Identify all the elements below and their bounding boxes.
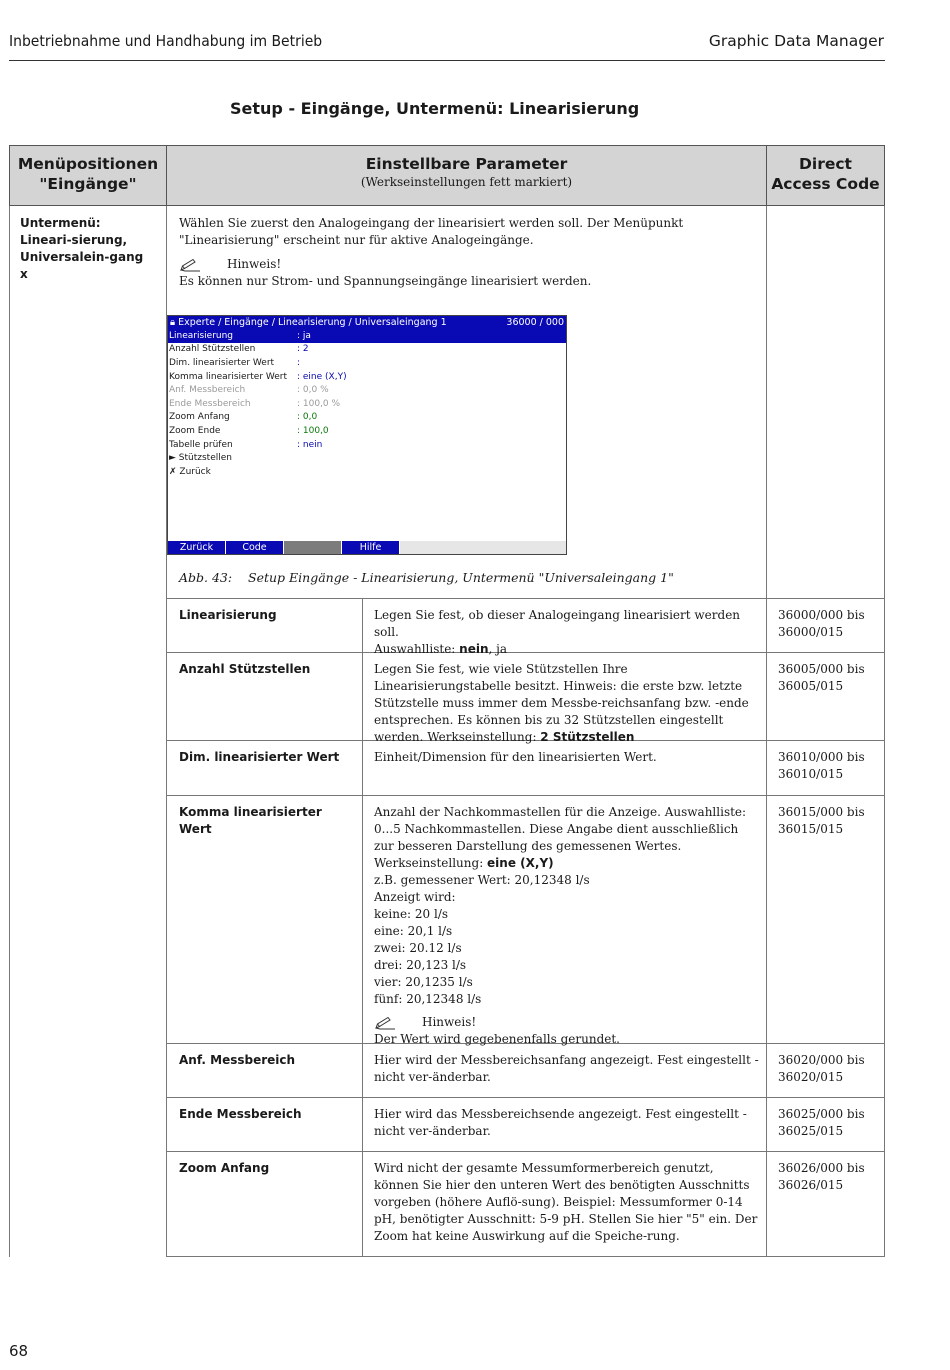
header-rule	[9, 60, 885, 61]
screenshot-title-text: Experte / Eingänge / Linearisierung / Universaleingang 1	[178, 317, 447, 328]
example-line: z.B. gemessener Wert: 20,12348 l/s	[374, 873, 590, 887]
col-header-params	[166, 145, 767, 206]
screenshot-row-key: Anzahl Stützstellen	[169, 344, 256, 355]
col-header-code-text: Direct Access Code	[771, 155, 880, 193]
screenshot-row-key: ► Stützstellen	[169, 453, 232, 464]
code-from: 36010/000 bis	[778, 750, 865, 764]
softkey-empty[interactable]	[284, 541, 342, 554]
param-desc: Hier wird der Messbereichsanfang angezeigt. Fest eingestellt - nicht ver-änderbar.	[374, 1053, 759, 1084]
screenshot-row	[168, 383, 566, 397]
screenshot-row-back[interactable]	[168, 465, 566, 479]
col-header-params-text: Einstellbare Parameter	[365, 155, 568, 173]
param-name: Anf. Messbereich	[179, 1053, 296, 1067]
example-line: fünf: 20,12348 l/s	[374, 992, 482, 1006]
komma-note	[374, 1014, 759, 1031]
grid-line	[166, 1256, 885, 1257]
param-desc-line: Legen Sie fest, ob dieser Analogeingang linearisiert werden soll.	[374, 608, 741, 639]
param-name: Anzahl Stützstellen	[179, 662, 311, 676]
code-to: 36005/015	[778, 679, 844, 693]
page-number: 68	[9, 1342, 29, 1360]
screenshot-row[interactable]	[168, 370, 566, 384]
code-to: 36020/015	[778, 1070, 844, 1084]
screenshot-row-value: :	[297, 357, 301, 368]
screenshot-row-value: : ja	[297, 330, 311, 341]
screenshot-row-value: : 0,0 %	[297, 385, 329, 396]
param-name: Ende Messbereich	[179, 1107, 302, 1121]
screenshot-row-key: Komma linearisierter Wert	[169, 371, 288, 382]
softkey-help[interactable]: Hilfe	[342, 541, 400, 554]
device-screenshot	[167, 315, 567, 555]
example-line: vier: 20,1235 l/s	[374, 975, 473, 989]
param-code	[778, 1160, 878, 1194]
param-desc-para	[374, 804, 759, 872]
param-default: 2 Stützstellen	[540, 730, 635, 744]
figure-caption-text: Setup Eingänge - Linearisierung, Untermenü "Universaleingang 1"	[248, 570, 674, 585]
running-header-left: Inbetriebnahme und Handhabung im Betrieb	[9, 32, 323, 50]
code-from: 36005/000 bis	[778, 662, 865, 676]
grid-line	[884, 206, 885, 1257]
note-label: Hinweis!	[422, 1015, 477, 1029]
code-from: 36026/000 bis	[778, 1161, 865, 1175]
param-desc: Einheit/Dimension für den linearisierten Wert.	[374, 750, 657, 764]
screenshot-titlebar	[168, 316, 566, 329]
pencil-note-icon	[374, 1016, 396, 1030]
example-line: Anzeigt wird:	[374, 890, 456, 904]
screenshot-row-key: ✗ Zurück	[169, 466, 211, 477]
param-name: Komma linearisierter Wert	[179, 805, 322, 836]
running-header-right: Graphic Data Manager	[708, 32, 884, 50]
code-to: 36025/015	[778, 1124, 844, 1138]
screenshot-row-key: Anf. Messbereich	[169, 385, 246, 396]
screenshot-row-submenu[interactable]	[168, 451, 566, 465]
screenshot-row-value: : 100,0 %	[297, 398, 341, 409]
screenshot-row-key: Dim. linearisierter Wert	[169, 357, 275, 368]
section-title: Setup - Eingänge, Untermenü: Linearisierung	[230, 99, 640, 118]
col-header-menu-text: Menüpositionen "Eingänge"	[17, 155, 159, 193]
screenshot-row[interactable]	[168, 329, 566, 343]
figure-number: Abb. 43:	[179, 570, 233, 585]
screenshot-code: 36000 / 000	[506, 317, 564, 328]
screenshot-row[interactable]	[168, 424, 566, 438]
submenu-intro: Wählen Sie zuerst den Analogeingang der linearisiert werden soll. Der Menüpunkt "Linearisierung" erscheint nur für aktive Analogeingänge.	[179, 216, 684, 247]
param-desc-text: Legen Sie fest, wie viele Stützstellen Ihre Linearisierungstabelle besitzt. Hinweis: die erste bzw. letzte Stützstelle muss immer dem Messbe-reichsanfang bzw. -ende entsprechen. Es können bis zu 32 Stützstellen eingestellt werden. Werkseinstellung:	[374, 662, 749, 744]
code-to: 36000/015	[778, 625, 844, 639]
softkey-back[interactable]: Zurück	[168, 541, 226, 554]
param-default: eine (X,Y)	[487, 856, 554, 870]
param-desc-line	[374, 641, 759, 658]
figure-caption	[179, 570, 674, 585]
param-code	[778, 661, 878, 695]
screenshot-row-key: Tabelle prüfen	[169, 439, 233, 450]
param-desc	[374, 804, 759, 1048]
screenshot-row-value: : 100,0	[297, 425, 329, 436]
screenshot-row-value: : eine (X,Y)	[297, 371, 347, 382]
screenshot-row[interactable]	[168, 411, 566, 425]
pencil-note-icon	[179, 258, 201, 272]
param-default: nein	[459, 642, 489, 656]
note-label: Hinweis!	[227, 257, 282, 271]
param-name: Dim. linearisierter Wert	[179, 750, 340, 764]
param-desc-text: Anzahl der Nachkommastellen für die Anzeige. Auswahlliste: 0...5 Nachkommastellen. Diese Angabe dient ausschließlich zur besseren Darstellung des gemessenen Wertes. Werkseinstellung:	[374, 805, 747, 870]
screenshot-row[interactable]	[168, 343, 566, 357]
example-line: drei: 20,123 l/s	[374, 958, 467, 972]
col-header-menu	[9, 145, 167, 206]
col-header-code	[766, 145, 885, 206]
example-line: zwei: 20.12 l/s	[374, 941, 462, 955]
param-code	[778, 607, 878, 641]
example-line: eine: 20,1 l/s	[374, 924, 453, 938]
grid-line	[9, 206, 10, 1257]
screenshot-row-value: : nein	[297, 439, 323, 450]
example-line: keine: 20 l/s	[374, 907, 449, 921]
submenu-label: Untermenü: Lineari-sierung, Universalein-gang x	[20, 216, 144, 281]
param-desc: Hier wird das Messbereichsende angezeigt. Fest eingestellt - nicht ver-änderbar.	[374, 1107, 747, 1138]
screenshot-row-key: Linearisierung	[169, 330, 234, 341]
grid-line	[166, 1151, 885, 1152]
code-to: 36015/015	[778, 822, 844, 836]
screenshot-row[interactable]	[168, 356, 566, 370]
param-desc: Wird nicht der gesamte Messumformerbereich genutzt, können Sie hier den unteren Wert des benötigten Ausschnitts vorgeben (höhere Auflö-sung). Beispiel: Messumformer 0-14 pH, benötigter Ausschnitt: 5-9 pH. Stellen Sie hier "5" ein. Der Zoom hat keine Auswirkung auf die Speiche-rung.	[374, 1161, 758, 1243]
lock-icon: 🔒︎	[170, 317, 176, 328]
screenshot-row-value: : 2	[297, 344, 309, 355]
screenshot-row-key: Zoom Anfang	[169, 412, 230, 423]
param-desc	[374, 607, 759, 658]
grid-line	[166, 598, 885, 599]
param-name: Zoom Anfang	[179, 1161, 270, 1175]
grid-line	[166, 795, 885, 796]
code-from: 36020/000 bis	[778, 1053, 865, 1067]
param-desc	[374, 661, 759, 746]
screenshot-row[interactable]	[168, 438, 566, 452]
code-from: 36025/000 bis	[778, 1107, 865, 1121]
note-text: Der Wert wird gegebenenfalls gerundet.	[374, 1032, 620, 1046]
screenshot-row-key: Ende Messbereich	[169, 398, 251, 409]
grid-line	[166, 1097, 885, 1098]
code-to: 36026/015	[778, 1178, 844, 1192]
param-code	[778, 1052, 878, 1086]
softkey-code[interactable]: Code	[226, 541, 284, 554]
screenshot-softkeys	[168, 541, 566, 554]
param-code	[778, 749, 878, 783]
screenshot-row-key: Zoom Ende	[169, 425, 221, 436]
param-code	[778, 804, 878, 838]
code-from: 36000/000 bis	[778, 608, 865, 622]
screenshot-row	[168, 397, 566, 411]
submenu-note	[179, 256, 759, 290]
softkey-blank	[400, 541, 566, 554]
grid-line	[362, 598, 363, 1257]
param-code	[778, 1106, 878, 1140]
code-from: 36015/000 bis	[778, 805, 865, 819]
col-header-params-sub: (Werkseinstellungen fett markiert)	[360, 175, 573, 189]
code-to: 36010/015	[778, 767, 844, 781]
note-text: Es können nur Strom- und Spannungseingänge linearisiert werden.	[179, 274, 592, 288]
param-desc-text: Auswahlliste:	[374, 642, 460, 656]
grid-line	[766, 206, 767, 1257]
param-desc-text: , ja	[488, 642, 508, 656]
screenshot-row-value: : 0,0	[297, 412, 318, 423]
screenshot-title	[170, 317, 447, 328]
param-name: Linearisierung	[179, 608, 277, 622]
